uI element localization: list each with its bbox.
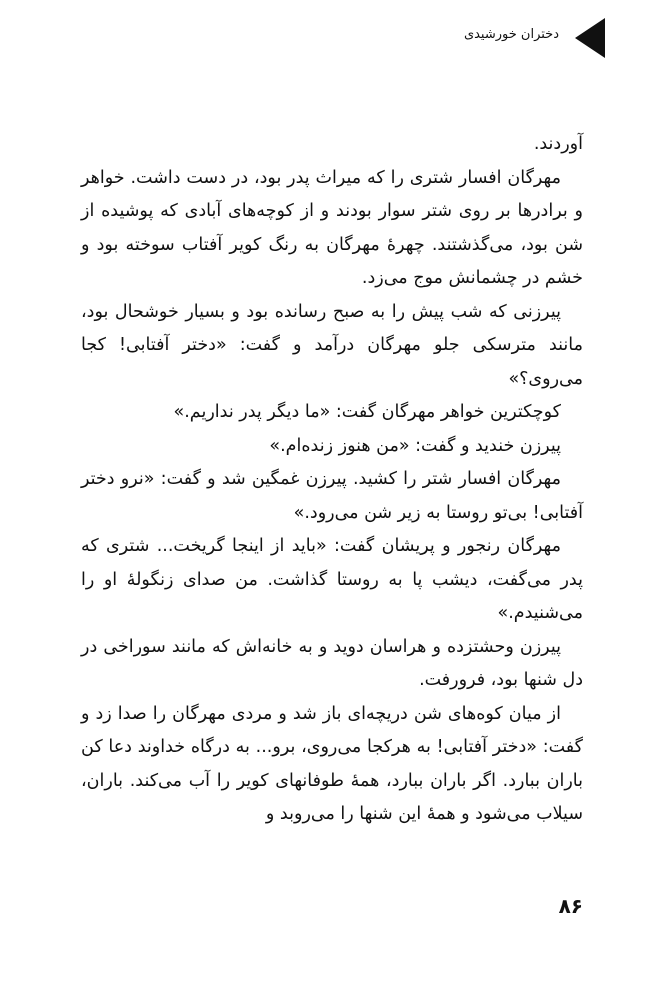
paragraph-4: کوچکترین خواهر مهرگان گفت: «ما دیگر پدر نداریم.»: [173, 402, 561, 422]
paragraph-9: از میان کوه‌های شن دریچه‌ای باز شد و مردی مهرگان را صدا زد و گفت: «دختر آفتابی! به هرکجا می‌روی، برو... به درگاه خداوند دعا کن باران ببارد. اگر باران ببارد، همهٔ طوفانهای کویر را آب می‌کند. باران، سیلاب می‌شود و همهٔ این شنها را می‌روبد و: [81, 703, 583, 824]
paragraph-8: پیرزن وحشتزده و هراسان دوید و به خانه‌اش که مانند سوراخی در دل شنها بود، فرورفت.: [81, 636, 583, 690]
page-body: [81, 128, 583, 832]
page-number: ۸۶: [558, 894, 583, 918]
paragraph-3: پیرزنی که شب پیش را به صبح رسانده بود و بسیار خوشحال بود، مانند مترسکی جلو مهرگان درآمد و گفت: «دختر آفتابی! کجا می‌روی؟»: [81, 301, 583, 389]
triangle-marker-icon: [575, 18, 605, 58]
paragraph-5: پیرزن خندید و گفت: «من هنوز زنده‌ام.»: [269, 435, 561, 456]
paragraph-2: مهرگان افسار شتری را که میراث پدر بود، در دست داشت. خواهر و برادرها بر روی شتر سوار بودند و از کوچه‌های آبادی که پوشیده از شن بود، می‌گذشتند. چهرهٔ مهرگان به رنگ کویر آفتاب سوخته بود و خشم در چشمانش موج می‌زد.: [81, 167, 583, 288]
running-book-title: دختران خورشیدی: [463, 27, 559, 42]
paragraph-1: آوردند.: [533, 134, 583, 154]
page-header: [0, 18, 605, 58]
paragraph-6: مهرگان افسار شتر را کشید. پیرزن غمگین شد و گفت: «نرو دختر آفتابی! بی‌تو روستا به زیر شن می‌رود.»: [81, 469, 583, 523]
paragraph-7: مهرگان رنجور و پریشان گفت: «باید از اینجا گریخت... شتری که پدر می‌گفت، دیشب پا به روستا گذاشت. من صدای زنگولهٔ او را می‌شنیدم.»: [81, 536, 583, 623]
